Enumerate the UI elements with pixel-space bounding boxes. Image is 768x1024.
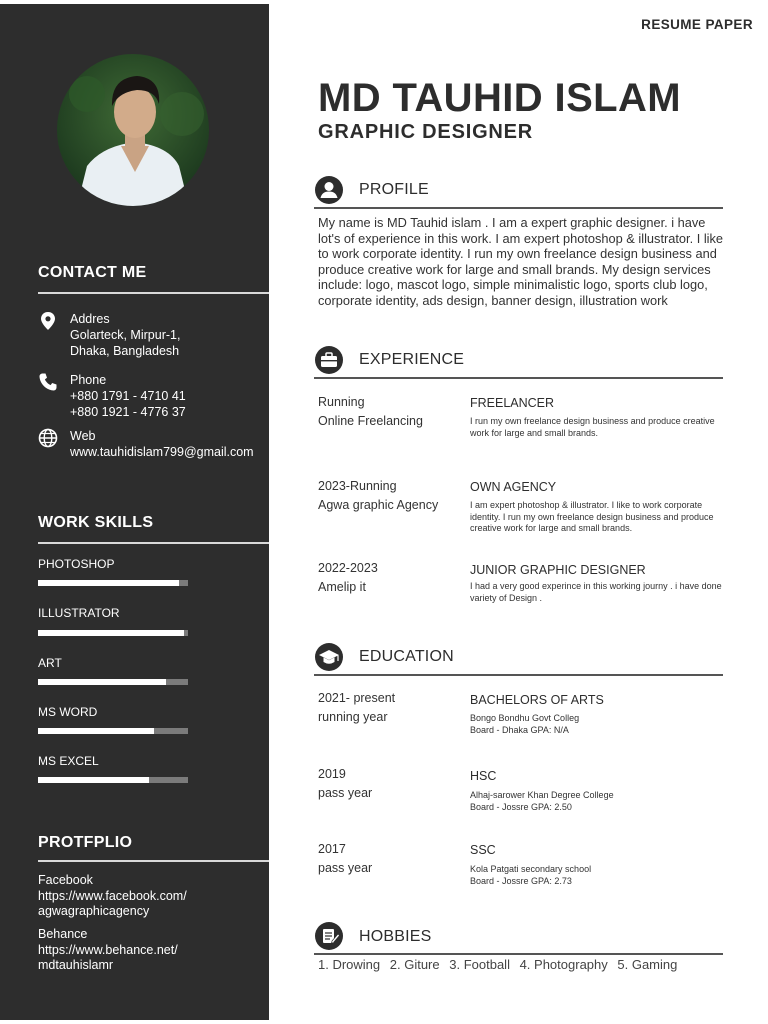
hobby-item: 3. Football	[449, 957, 510, 972]
skill-bar-fill	[38, 728, 154, 734]
education-item	[318, 765, 372, 803]
education-period: 2019	[318, 767, 346, 781]
education-degree: BACHELORS OF ARTS	[470, 693, 604, 707]
experience-period: 2022-2023	[318, 561, 378, 575]
education-item	[318, 840, 372, 878]
skills-divider	[38, 542, 269, 544]
hobby-item: 1. Drowing	[318, 957, 381, 972]
portfolio-facebook[interactable]	[38, 873, 187, 920]
location-pin-icon	[38, 311, 58, 331]
portfolio-link[interactable]: mdtauhislamr	[38, 958, 114, 972]
skill-name: MS EXCEL	[38, 754, 99, 768]
profile-divider	[314, 207, 723, 209]
address-line: Dhaka, Bangladesh	[70, 344, 180, 358]
education-degree: SSC	[470, 843, 496, 857]
hobby-icon	[315, 922, 343, 950]
phone-number[interactable]: +880 1921 - 4776 37	[70, 405, 186, 419]
address-label: Addres	[70, 312, 110, 326]
education-details	[470, 864, 726, 887]
experience-desc: I run my own freelance design business and produce creative work for large and small brands.	[470, 416, 715, 438]
skill-bar-fill	[38, 630, 184, 636]
education-note: running year	[318, 710, 388, 724]
experience-item	[318, 393, 423, 431]
education-school: Bongo Bondhu Govt Colleg	[470, 713, 580, 723]
portfolio-heading: PROTFPLIO	[38, 834, 133, 851]
experience-item	[318, 559, 378, 597]
education-details	[470, 790, 726, 813]
skill-bar-fill	[38, 580, 179, 586]
contact-phone	[38, 372, 266, 420]
contact-address	[38, 311, 266, 359]
experience-desc: I had a very good experince in this working journy . i have done variety of Design .	[470, 581, 722, 603]
resume-tag: RESUME PAPER	[641, 17, 753, 32]
experience-org: Agwa graphic Agency	[318, 498, 439, 512]
sidebar	[0, 4, 269, 1020]
education-note: pass year	[318, 861, 373, 875]
skill-bar	[38, 630, 188, 636]
skill-bar-fill	[38, 777, 149, 783]
user-icon	[315, 176, 343, 204]
education-board: Board - Jossre GPA: 2.50	[470, 801, 572, 812]
graduation-cap-icon	[315, 643, 343, 671]
hobbies-list	[318, 957, 683, 972]
phone-number[interactable]: +880 1791 - 4710 41	[70, 389, 186, 403]
portfolio-behance[interactable]	[38, 927, 178, 974]
experience-title: EXPERIENCE	[359, 351, 465, 368]
skill-bar-fill	[38, 679, 166, 685]
portfolio-divider	[38, 860, 269, 862]
hobbies-divider	[314, 953, 723, 955]
hobbies-title: HOBBIES	[359, 928, 432, 945]
skill-bar	[38, 580, 188, 586]
skill-name: ART	[38, 656, 62, 670]
hobby-item: 5. Gaming	[617, 957, 678, 972]
skill-name: MS WORD	[38, 705, 98, 719]
education-details	[470, 713, 726, 736]
education-period: 2017	[318, 842, 346, 856]
education-school: Alhaj-sarower Khan Degree College	[470, 790, 614, 800]
skill-name: ILLUSTRATOR	[38, 606, 120, 620]
profile-text: My name is MD Tauhid islam . I am a expert graphic designer. i have lot's of experience in this work. I am expert photoshop & illustrator. I like to work corporate identity. I run my own freelance design business and produce creative work for large and small brands. My design services include: logo, mascot logo, simple minimalistic logo, sports club logo, corporate identity, ads design, banner design, illustration work	[318, 215, 724, 308]
briefcase-icon	[315, 346, 343, 374]
phone-icon	[38, 372, 58, 392]
address-line: Golarteck, Mirpur-1,	[70, 328, 181, 342]
phone-label: Phone	[70, 373, 107, 387]
web-label: Web	[70, 429, 96, 443]
experience-org: Amelip it	[318, 580, 366, 594]
education-school: Kola Patgati secondary school	[470, 864, 592, 874]
education-degree: HSC	[470, 769, 497, 783]
profile-photo	[57, 54, 209, 206]
web-address[interactable]: www.tauhidislam799@gmail.com	[70, 445, 254, 459]
experience-position: JUNIOR GRAPHIC DESIGNER	[470, 563, 646, 577]
skill-name: PHOTOSHOP	[38, 557, 115, 571]
hobby-item: 4. Photography	[519, 957, 608, 972]
globe-icon	[38, 428, 58, 448]
education-note: pass year	[318, 786, 373, 800]
skill-bar	[38, 728, 188, 734]
education-period: 2021- present	[318, 691, 396, 705]
portfolio-label: Behance	[38, 927, 88, 941]
job-role: GRAPHIC DESIGNER	[318, 121, 534, 143]
person-name: MD TAUHID ISLAM	[318, 76, 681, 120]
experience-period: 2023-Running	[318, 479, 397, 493]
experience-divider	[314, 377, 723, 379]
skills-heading: WORK SKILLS	[38, 514, 154, 531]
education-divider	[314, 674, 723, 676]
portfolio-link[interactable]: agwagraphicagency	[38, 904, 150, 918]
profile-title: PROFILE	[359, 181, 429, 198]
contact-web	[38, 428, 266, 462]
contact-heading: CONTACT ME	[38, 264, 147, 281]
hobby-item: 2. Giture	[389, 957, 440, 972]
experience-position: FREELANCER	[470, 396, 555, 410]
portfolio-label: Facebook	[38, 873, 93, 887]
education-board: Board - Dhaka GPA: N/A	[470, 724, 569, 735]
experience-position: OWN AGENCY	[470, 480, 557, 494]
education-board: Board - Jossre GPA: 2.73	[470, 875, 572, 886]
experience-org: Online Freelancing	[318, 414, 423, 428]
experience-desc: I am expert photoshop & illustrator. I like to work corporate identity. I run my own freelance design business and produce creative work for large and small brands.	[470, 500, 714, 533]
portfolio-link[interactable]: https://www.facebook.com/	[38, 888, 187, 903]
education-item	[318, 689, 395, 727]
contact-divider	[38, 292, 269, 294]
education-title: EDUCATION	[359, 648, 454, 665]
experience-period: Running	[318, 395, 365, 409]
experience-item	[318, 477, 438, 515]
portfolio-link[interactable]: https://www.behance.net/	[38, 942, 178, 957]
skill-bar	[38, 679, 188, 685]
skill-bar	[38, 777, 188, 783]
